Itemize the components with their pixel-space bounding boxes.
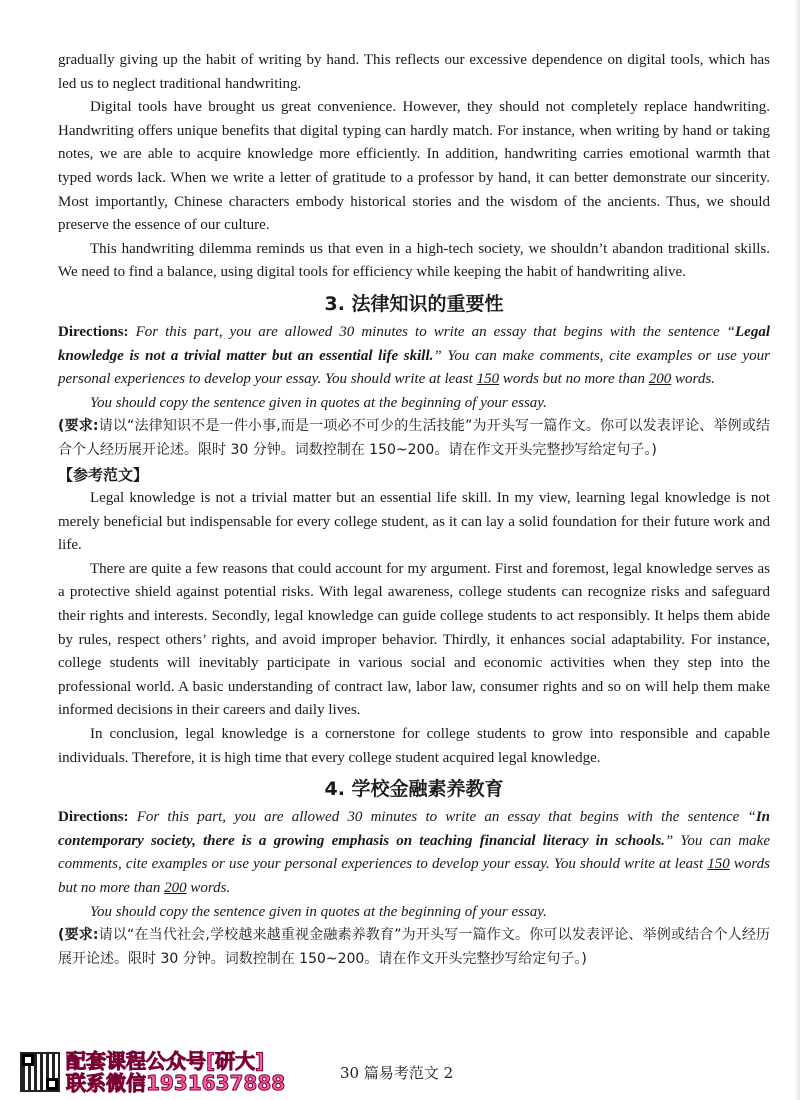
directions-text: words but no more than — [499, 371, 649, 388]
section-3-title: 3. 法律知识的重要性 — [324, 292, 504, 315]
promo-stamp-line-2: 联系微信1931637888 — [66, 1071, 286, 1095]
essay-paragraph-1: Legal knowledge is not a trivial matter but an essential life skill. In my view, learning legal knowledge is not merely beneficial but indispensable for every college student, as it can lay a solid foundation for their future work and life. — [58, 490, 770, 554]
page-footer — [0, 1048, 800, 1100]
page-edge-shadow — [794, 0, 800, 1100]
section-4-title: 4. 学校金融素养教育 — [324, 778, 504, 801]
directions-text: For this part, you are allowed 30 minutes to write an essay that begins with the sentence “ — [128, 809, 756, 826]
directions-prompt-sentence: In contemporary society, there is a growing emphasis on teaching financial literacy in schools. — [58, 809, 770, 849]
qr-code-icon — [20, 1052, 60, 1092]
directions-text: words but no more than — [58, 856, 770, 896]
min-word-count: 150 — [707, 856, 730, 873]
reference-essay-label: 【参考范文】 — [58, 465, 149, 484]
document-page — [58, 49, 770, 971]
intro-paragraph-2: Digital tools have brought us great convenience. However, they should not completely replace handwriting. Handwriting offers unique benefits that digital typing can hardly match. For instance, when writing by hand or taking notes, we are able to acquire knowledge more efficiently. In addition, handwriting carries emotional warmth that typed words lack. When we write a letter of gratitude to a professor by hand, it can better demonstrate our sincerity. Most importantly, Chinese characters embody historical stories and the wisdom of the ancients. Thus, we should preserve the essence of our culture. — [58, 99, 770, 234]
directions-text: words. — [671, 371, 715, 388]
directions-text: ” You can make comments, cite examples or use your personal experiences to develop your essay. You should write at least — [58, 832, 770, 873]
section-4-copy-note: You should copy the sentence given in quotes at the beginning of your essay. — [90, 903, 547, 920]
directions-text: ” You can make comments, cite examples or use your personal experiences to develop your essay. You should write at least — [58, 347, 771, 388]
min-word-count: 150 — [476, 371, 500, 388]
intro-paragraph-3: This handwriting dilemma reminds us that even in a high-tech society, we shouldn’t abandon traditional skills. We need to find a balance, using digital tools for efficiency while keeping the habit of handwriting alive. — [58, 240, 770, 281]
section-3-directions — [58, 321, 770, 392]
promo-stamp-line-1: 配套课程公众号[研大] — [66, 1049, 265, 1073]
intro-paragraph-1: gradually giving up the habit of writing by hand. This reflects our excessive dependence on digital tools, which has led us to neglect traditional handwriting. — [58, 52, 770, 92]
section-3-chinese-requirement — [58, 415, 770, 462]
section-4-directions — [58, 806, 770, 900]
essay-paragraph-3: In conclusion, legal knowledge is a cornerstone for college students to grow into responsible and capable individuals. Therefore, it is high time that every college student acquired legal knowledge. — [58, 726, 770, 766]
directions-label: Directions: — [58, 809, 129, 826]
page-number: 30 篇易考范文 2 — [340, 1064, 454, 1082]
directions-text: words. — [186, 880, 231, 896]
essay-paragraph-2: There are quite a few reasons that could account for my argument. First and foremost, legal knowledge serves as a protective shield against potential risks. With legal awareness, college students can recognize risks and safeguard their rights and interests. Secondly, legal knowledge can guide college students to act responsibly. It helps them abide by rules, respect others’ rights, and avoid improper behavior. Thirdly, it enhances social adaptability. For instance, college students will inevitably participate in various social and economic activities when they step into the professional world. A basic understanding of contract law, labor law, consumer rights and so on will help them make informed decisions in their careers and daily lives. — [58, 560, 770, 719]
directions-label: Directions: — [58, 323, 129, 340]
max-word-count: 200 — [164, 880, 187, 896]
section-4-chinese-requirement — [58, 924, 770, 971]
requirement-text: 请以“在当代社会,学校越来越重视金融素养教育”为开头写一篇作文。你可以发表评论、举例或结合个人经历展开论述。限时 30 分钟。词数控制在 150~200。请在作文开头完整抄写给定句子。) — [58, 927, 770, 967]
max-word-count: 200 — [648, 371, 672, 388]
requirement-label: (要求: — [58, 927, 99, 944]
requirement-text: 请以“法律知识不是一件小事,而是一项必不可少的生活技能”为开头写一篇作文。你可以发表评论、举例或结合个人经历展开论述。限时 30 分钟。词数控制在 150~200。请在作文开头完整抄写给定句子。) — [58, 418, 770, 458]
directions-prompt-sentence: Legal knowledge is not a trivial matter but an essential life skill. — [58, 323, 770, 364]
directions-text: For this part, you are allowed 30 minutes to write an essay that begins with the sentence “ — [128, 323, 735, 340]
requirement-label: (要求: — [58, 418, 99, 435]
section-3-copy-note: You should copy the sentence given in quotes at the beginning of your essay. — [90, 394, 547, 411]
